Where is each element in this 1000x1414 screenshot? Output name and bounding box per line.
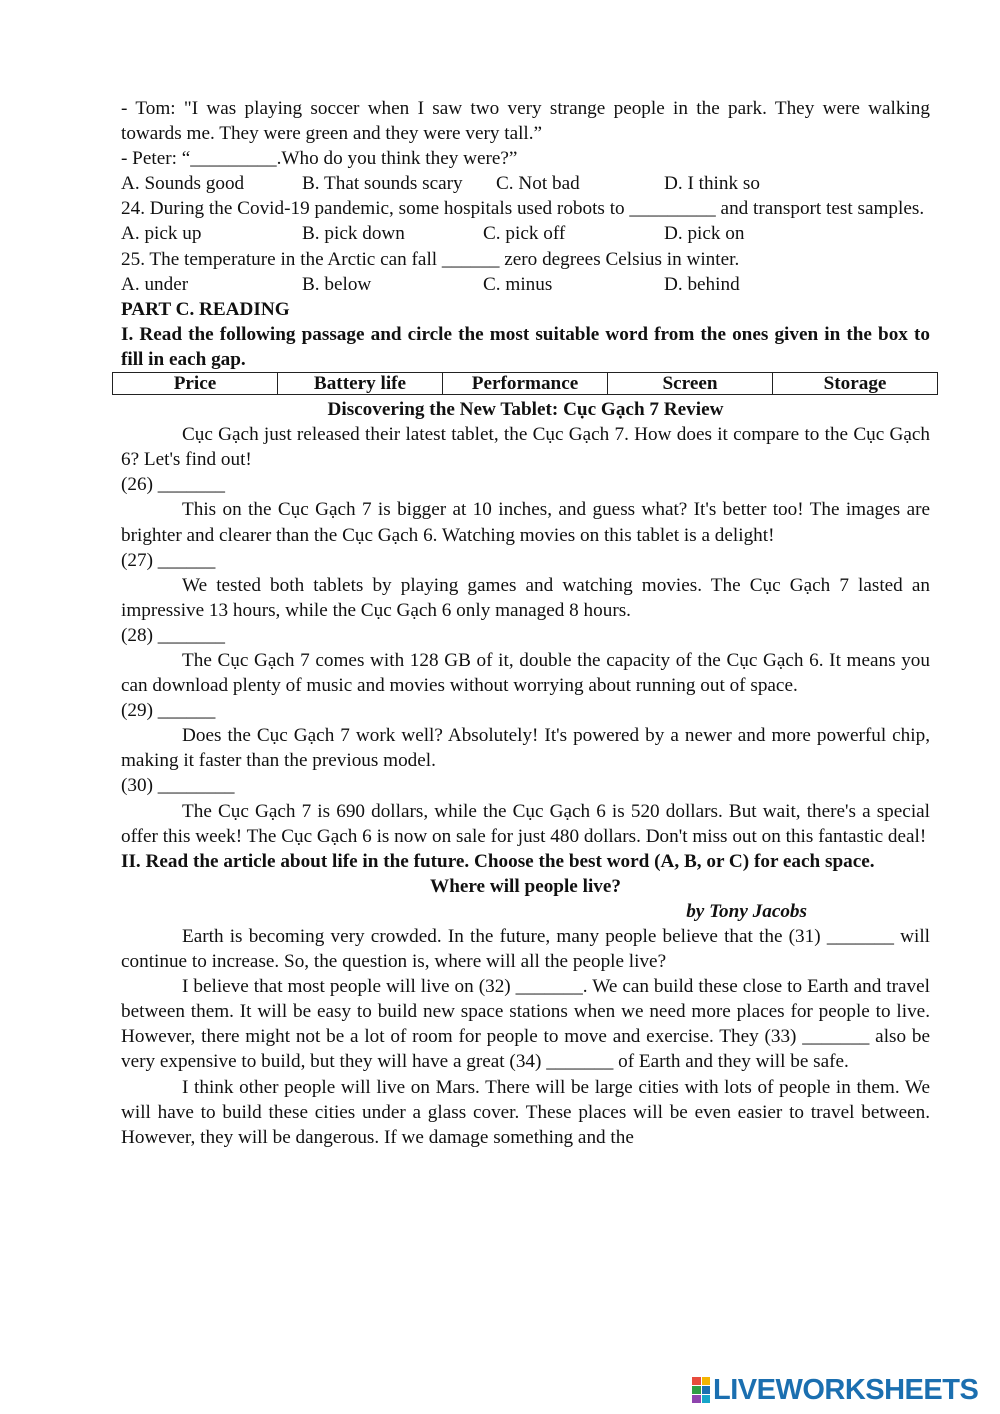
- section-2-instruction: II. Read the article about life in the future. Choose the best word (A, B, or C) for each space.: [121, 850, 875, 872]
- option-c: C. pick off: [483, 223, 566, 245]
- gap-paragraph-27: We tested both tablets by playing games and watching movies. The Cục Gạch 7 lasted an impressive 13 hours, while the Cục Gạch 6 only managed 8 hours.: [121, 574, 930, 621]
- word-box-item: Battery life: [277, 373, 442, 394]
- dialogue-options: [121, 171, 930, 196]
- gap-label-28: (28) _______: [121, 624, 225, 646]
- gap-paragraph-26: This on the Cục Gạch 7 is bigger at 10 inches, and guess what? It's better too! The images are brighter and clearer than the Cục Gạch 6. Watching movies on this tablet is a delight!: [121, 499, 930, 546]
- logo-block: [702, 1377, 711, 1385]
- section-1-intro: Cục Gạch just released their latest tablet, the Cục Gạch 7. How does it compare to the Cục Gạch 6? Let's find out!: [121, 424, 930, 471]
- part-c-heading: PART C. READING: [121, 298, 290, 320]
- option-a: A. pick up: [121, 223, 202, 245]
- section-2-title: Where will people live?: [430, 875, 621, 897]
- option-d: D. I think so: [664, 173, 760, 195]
- word-box-item: Storage: [772, 373, 937, 394]
- option-d: D. pick on: [664, 223, 745, 245]
- question-24-options: [121, 221, 930, 246]
- logo-block: [692, 1395, 701, 1403]
- option-d: D. behind: [664, 273, 740, 295]
- section-1-title: Discovering the New Tablet: Cục Gạch 7 Review: [327, 399, 724, 421]
- gap-label-29: (29) ______: [121, 700, 216, 722]
- word-box: [112, 372, 938, 395]
- article-paragraph-1: Earth is becoming very crowded. In the future, many people believe that the (31) _______ will continue to increase. So, the question is, where will all the people live?: [121, 926, 930, 973]
- option-a: A. Sounds good: [121, 173, 245, 195]
- option-b: B. below: [302, 273, 372, 295]
- logo-block: [692, 1377, 701, 1385]
- liveworksheets-logo-text: LIVEWORKSHEETS: [713, 1373, 979, 1406]
- question-25-options: [121, 272, 930, 297]
- question-24: 24. During the Covid-19 pandemic, some hospitals used robots to _________ and transport test samples.: [121, 198, 925, 220]
- word-box-item: Price: [173, 373, 217, 395]
- question-25: 25. The temperature in the Arctic can fall ______ zero degrees Celsius in winter.: [121, 248, 740, 270]
- logo-block: [702, 1386, 711, 1394]
- liveworksheets-logo: [692, 1375, 978, 1405]
- liveworksheets-logo-icon: [692, 1377, 710, 1403]
- article-paragraph-3: I think other people will live on Mars. There will be large cities with lots of people in them. We will have to build these cities under a glass cover. These places will be even easier to travel between. However, they will be dangerous. If we damage something and the: [121, 1076, 930, 1148]
- worksheet-page: [121, 96, 930, 1150]
- dialogue-tom: - Tom: "I was playing soccer when I saw two very strange people in the park. They were walking towards me. They were green and they were very tall.”: [121, 98, 930, 145]
- article-paragraph-2: I believe that most people will live on (32) _______. We can build these close to Earth and travel between them. It will be easy to build new space stations when we need more places for people to live. However, there might not be a lot of room for people to move and exercise. They (33) _______ also be very expensive to build, but they will have a great (34) _______ of Earth and they will be safe.: [121, 976, 930, 1073]
- word-box-item: Performance: [442, 373, 607, 394]
- option-b: B. pick down: [302, 223, 405, 245]
- gap-label-30: (30) ________: [121, 775, 235, 797]
- section-1-instruction: I. Read the following passage and circle the most suitable word from the ones given in the box to fill in each gap.: [121, 323, 930, 370]
- gap-label-26: (26) _______: [121, 474, 225, 496]
- section-2-byline: by Tony Jacobs: [686, 900, 807, 922]
- option-c: C. minus: [483, 273, 553, 295]
- gap-paragraph-30: The Cục Gạch 7 is 690 dollars, while the Cục Gạch 6 is 520 dollars. But wait, there's a special offer this week! The Cục Gạch 6 is now on sale for just 480 dollars. Don't miss out on this fantastic deal!: [121, 800, 930, 847]
- gap-label-27: (27) ______: [121, 549, 216, 571]
- logo-block: [702, 1395, 711, 1403]
- option-b: B. That sounds scary: [302, 173, 463, 195]
- word-box-item: Screen: [607, 373, 772, 394]
- dialogue-peter: - Peter: “_________.Who do you think they were?”: [121, 148, 518, 170]
- option-c: C. Not bad: [496, 173, 580, 195]
- option-a: A. under: [121, 273, 189, 295]
- gap-paragraph-28: The Cục Gạch 7 comes with 128 GB of it, double the capacity of the Cục Gạch 6. It means you can download plenty of music and movies without worrying about running out of space.: [121, 649, 930, 697]
- gap-paragraph-29: Does the Cục Gạch 7 work well? Absolutely! It's powered by a newer and more powerful chip, making it faster than the previous model.: [121, 725, 930, 772]
- logo-block: [692, 1386, 701, 1394]
